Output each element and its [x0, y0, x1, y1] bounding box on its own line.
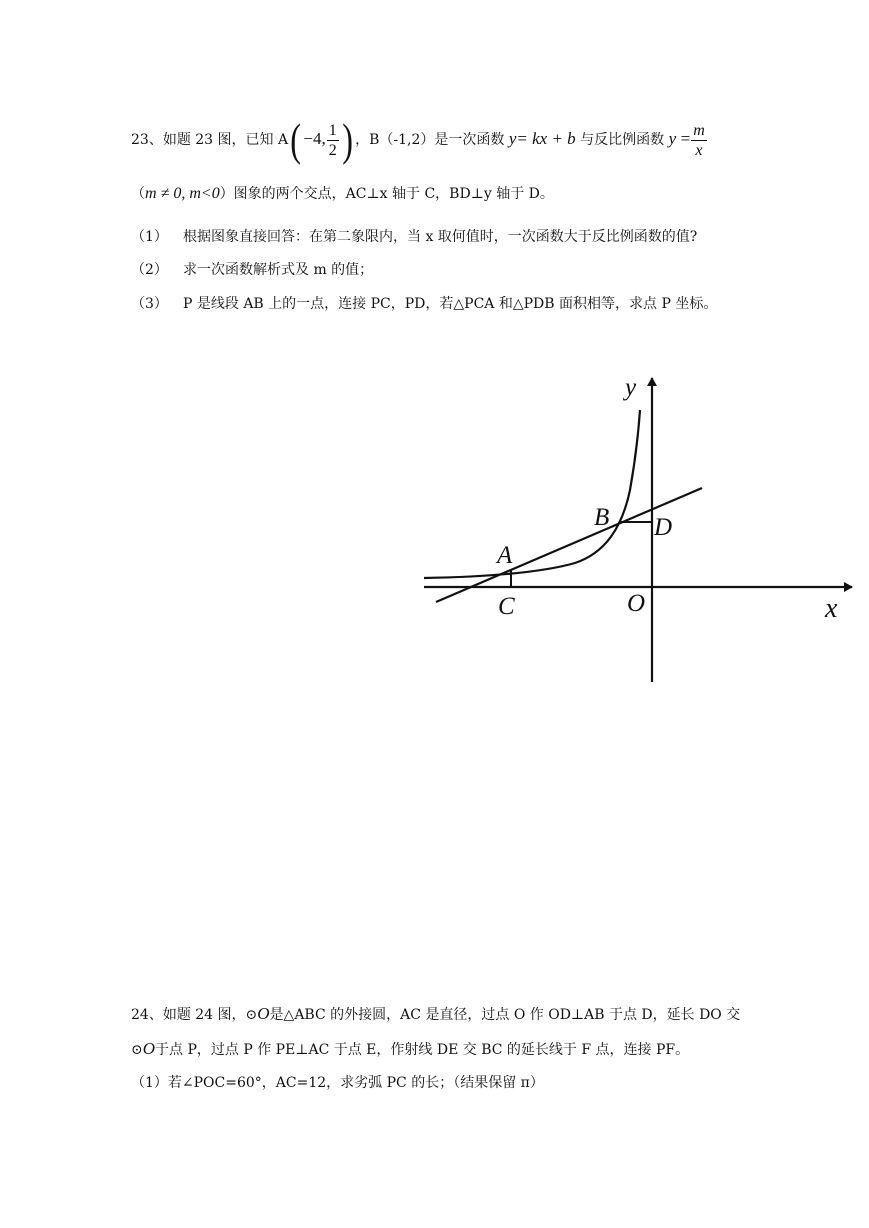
left-paren: ( — [290, 114, 302, 165]
q24-line-2 — [131, 1039, 689, 1060]
q24-item-1: （1）若∠POC=60°，AC=12，求劣弧 PC 的长；（结果保留 π） — [131, 1075, 544, 1091]
q24-line-1 — [131, 1004, 740, 1025]
fraction-numerator: 1 — [328, 121, 337, 139]
q24-line-3 — [131, 1073, 544, 1093]
linear-line — [436, 488, 702, 602]
label-y: y — [625, 374, 637, 401]
q23-point-b: ，B（-1,2）是一次函数 — [355, 132, 505, 148]
open-paren: （ — [131, 186, 145, 202]
right-paren: ) — [342, 114, 353, 165]
circle-symbol: ⊙ — [131, 1042, 143, 1058]
reciprocal-equals: = — [680, 129, 691, 148]
q24-intro: 24、如题 24 图，⊙ — [131, 1007, 258, 1023]
q24-line-2-text: 于点 P，过点 P 作 PE⊥AC 于点 E，作射线 DE 交 BC 的延长线于 F 点，连接 PF。 — [155, 1042, 690, 1058]
fraction-denominator: 2 — [328, 141, 337, 159]
q23-line-2-text: ）图象的两个交点，AC⊥x 轴于 C，BD⊥y 轴于 D。 — [219, 186, 554, 202]
label-x: x — [825, 593, 838, 624]
q23-connector: 与反比例函数 — [580, 132, 665, 148]
label-d: D — [654, 514, 673, 541]
q23-intro: 23、如题 23 图，已知 A — [131, 132, 289, 148]
circle-center-o: O — [142, 1039, 156, 1058]
reciprocal-function-y: y — [668, 129, 677, 148]
linear-function-y: y — [508, 129, 517, 148]
point-a-x: −4, — [303, 129, 326, 148]
label-b: B — [594, 504, 610, 531]
m-condition: m ≠ 0, m<0 — [145, 185, 220, 202]
item-number: （1） — [131, 229, 168, 245]
label-o: O — [627, 590, 646, 617]
item-text: P 是线段 AB 上的一点，连接 PC，PD，若△PCA 和△PDB 面积相等，求点 P 坐标。 — [183, 296, 718, 312]
item-number: （3） — [131, 296, 168, 312]
item-text: 求一次函数解析式及 m 的值； — [183, 262, 374, 278]
label-c: C — [498, 593, 515, 620]
linear-function-expression: = kx + b — [516, 129, 576, 148]
item-number: （2） — [131, 262, 168, 278]
fraction-denominator: x — [695, 141, 703, 159]
reciprocal-curve — [424, 410, 640, 578]
q24-line-1-text: 是△ABC 的外接圆，AC 是直径，过点 O 作 OD⊥AB 于点 D，延长 DO 交 — [269, 1007, 741, 1023]
circle-center-o: O — [257, 1004, 270, 1023]
fraction-numerator: m — [693, 121, 705, 139]
label-a: A — [497, 542, 513, 569]
item-text: 根据图象直接回答：在第二象限内，当 x 取何值时，一次函数大于反比例函数的值? — [183, 229, 698, 245]
